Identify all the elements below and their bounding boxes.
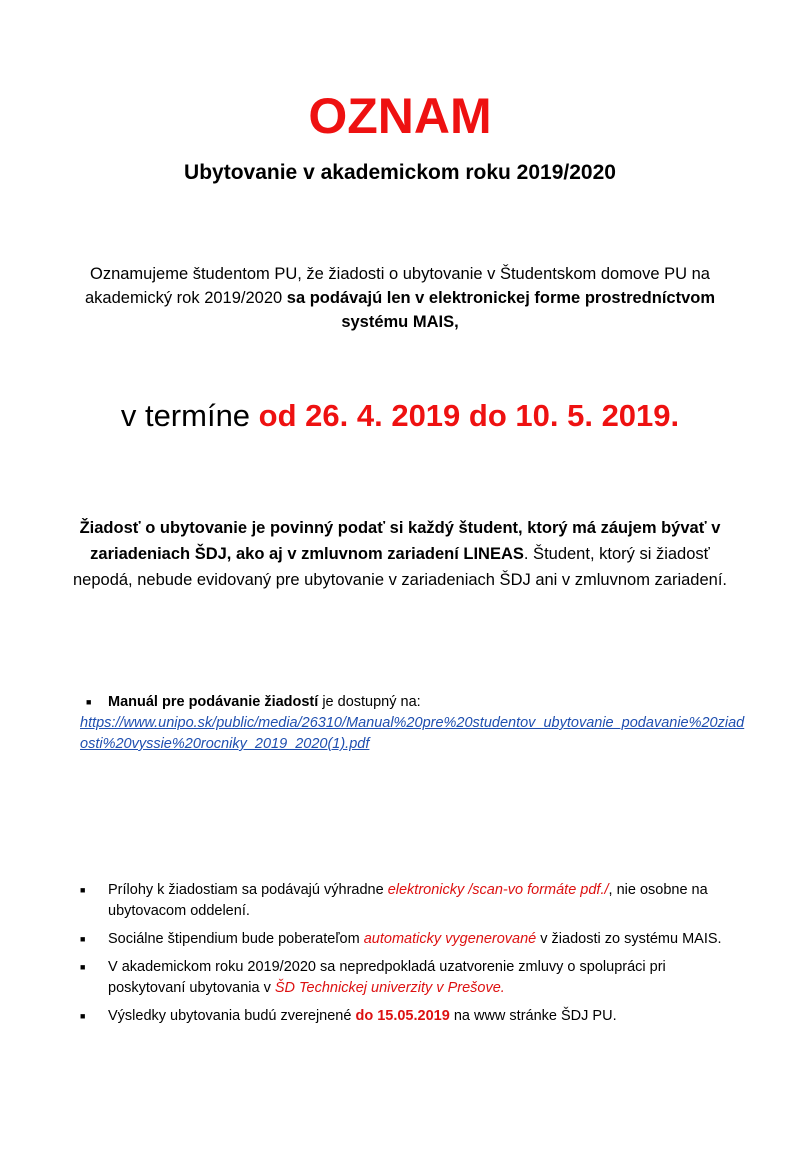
term-line bbox=[0, 394, 800, 438]
square-bullet-icon: ■ bbox=[80, 1011, 86, 1021]
manual-link[interactable]: https://www.unipo.sk/public/media/26310/Manual%20pre%20studentov_ubytovanie_podavanie%20ziadosti%20vyssie%20rocniky_2019_2020(1).pdf bbox=[80, 715, 745, 752]
item-highlight: automaticky vygenerované bbox=[363, 931, 537, 947]
square-bullet-icon: ■ bbox=[80, 885, 86, 895]
item-highlight: ŠD Technickej univerzity v Prešove. bbox=[274, 980, 505, 996]
item-text: Prílohy k žiadostiam sa podávajú výhradne bbox=[108, 882, 388, 898]
manual-section bbox=[80, 692, 745, 755]
square-bullet-icon: ■ bbox=[86, 697, 92, 707]
notice-paragraph bbox=[70, 515, 730, 593]
notice-bold-text: Žiadosť o ubytovanie je povinný podať si každý študent, ktorý má záujem bývať v zariadeniach ŠDJ, ako aj v zmluvnom zariadení LINEAS bbox=[79, 519, 721, 563]
term-dates: od 26. 4. 2019 do 10. 5. 2019 bbox=[258, 398, 671, 433]
list-item bbox=[80, 1006, 745, 1027]
list-item bbox=[80, 880, 745, 922]
manual-bullet-row bbox=[80, 692, 745, 713]
item-text: V akademickom roku 2019/2020 sa nepredpokladá uzatvorenie zmluvy o spolupráci pri poskytovaní ubytovania v bbox=[108, 959, 666, 996]
page-subtitle: Ubytovanie v akademickom roku 2019/2020 bbox=[184, 161, 616, 184]
list-item bbox=[80, 929, 745, 950]
manual-bold-text: Manuál pre podávanie žiadostí bbox=[108, 694, 319, 710]
manual-text: je dostupný na: bbox=[318, 694, 421, 710]
page-title: OZNAM bbox=[308, 88, 492, 144]
intro-paragraph bbox=[80, 262, 720, 334]
item-text: na www stránke ŠDJ PU. bbox=[449, 1008, 617, 1024]
square-bullet-icon: ■ bbox=[80, 962, 86, 972]
square-bullet-icon: ■ bbox=[80, 934, 86, 944]
term-prefix: v termíne bbox=[120, 398, 259, 433]
intro-text: Oznamujeme študentom PU, že žiadosti o ubytovanie v Študentskom domove PU na akademický rok 2019/2020 bbox=[84, 265, 710, 307]
item-text: , nie osobne na ubytovacom oddelení. bbox=[108, 882, 708, 919]
list-item bbox=[80, 957, 745, 999]
item-highlight: elektronicky /scan-vo formáte pdf./ bbox=[387, 882, 609, 898]
notice-text: . Študent, ktorý si žiadosť nepodá, nebude evidovaný pre ubytovanie v zariadeniach ŠDJ ani v zmluvnom zariadení. bbox=[73, 545, 727, 589]
term-dot: . bbox=[670, 398, 680, 433]
item-highlight: do 15.05.2019 bbox=[355, 1008, 450, 1024]
item-text: v žiadosti zo systému MAIS. bbox=[536, 931, 722, 947]
info-list bbox=[80, 880, 745, 1034]
item-text: Sociálne štipendium bude poberateľom bbox=[108, 931, 364, 947]
item-text: Výsledky ubytovania budú zverejnené bbox=[108, 1008, 356, 1024]
intro-bold-text: sa podávajú len v elektronickej forme prostredníctvom systému MAIS, bbox=[286, 289, 715, 331]
